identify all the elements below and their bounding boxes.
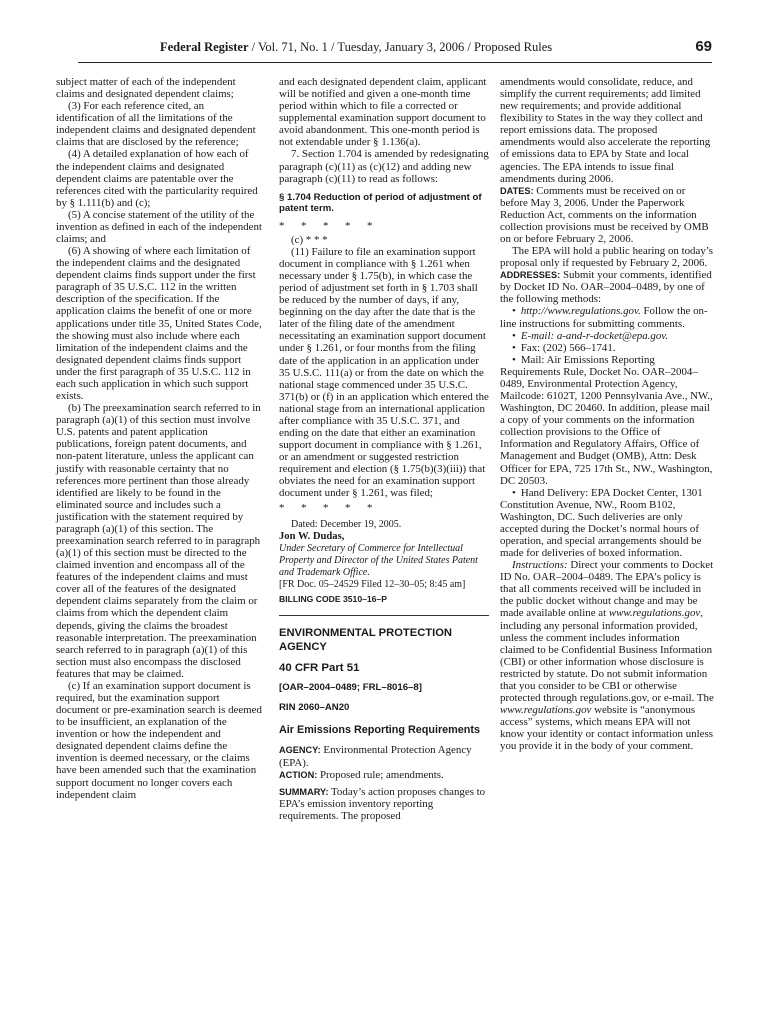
running-header [78, 38, 712, 60]
amendment-instruction: 7. Section 1.704 is amended by redesignating paragraph (c)(11) as (c)(12) and adding new paragraph (c)(11) to read as follows: [279, 148, 489, 185]
regulations-link[interactable]: www.regulations.gov [608, 607, 701, 620]
paragraph: subject matter of each of the independent claims and designated dependent claims; [56, 76, 236, 101]
paragraph: (4) A detailed explanation of how each of the independent claims and designated dependent claims are patentable over the references cited with the particularity required by § 1.111(b) and (c); [56, 148, 258, 209]
issue-info: / Vol. 71, No. 1 / Tuesday, January 3, 2006 / Proposed Rules [248, 40, 553, 54]
header-rule [78, 62, 712, 63]
omission-stars: * * * * * [279, 501, 373, 514]
method-bullet: • E-mail: a-and-r-docket@epa.gov. [500, 330, 714, 342]
paragraph: (b) The preexamination search referred to in paragraph (a)(1) of this section must involve U.S. patents and patent application publications, foreign patent documents, and non-patent literature, unless the applicant can justify with reasonable certainty that no references more pertinent than those already identified are likely to be found in the eliminated source and includes such a justification with the statement required by paragraph (a)(1) of this section. The preexamination search referred to in paragraph (a)(1) of this section must be directed to the claimed invention and encompass all of the features of the independent claims and must cover all of the features of the designated dependent claims separately from the claim or claims from which the dependent claim depends, giving the claims the broadest reasonable interpretation. The preexamination search referred to in paragraph (a)(1) of this section must also encompass the disclosed features that may be claimed. [56, 402, 261, 680]
paragraph: (5) A concise statement of the utility of the invention as defined in each of the independent claims; and [56, 208, 262, 246]
paragraph-11: (11) Failure to file an examination support document in compliance with § 1.261 when necessary under § 1.75(b), in which case the period of adjustment set forth in § 1.703 shall be reduced by the number of days, if any, beginning on the day after the date that is the later of the filing date of the amendment necessitating an examination support document under § 1.261, or four months from the filing date of the application in an application under 35 U.S.C. 111(a) or from the date on which the national stage commenced under 35 U.S.C. 371(b) or (f) in an application which entered the national stage from an international application after compliance with 35 U.S.C. 371, and ending on the date that either an examination support document in compliance with § 1.261, or an amendment or suggested restriction requirement and election (§ 1.75(b)(3)(iii)) that obviates the need for an examination support document under § 1.261, was filed; [279, 245, 489, 500]
agency-line: AGENCY: Environmental Protection Agency (EPA). [279, 744, 472, 769]
email-link[interactable]: a-and-r-docket@epa.gov. [554, 329, 669, 342]
rule-title: Air Emissions Reporting Requirements [279, 724, 480, 737]
paragraph: (3) For each reference cited, an identification of all the limitations of the independent claims and designated dependent claims that are disclosed by the reference; [56, 100, 256, 149]
paragraph: (6) A showing of where each limitation of the independent claims and the designated dependent claims finds support under the first paragraph of 35 U.S.C. 112 in the written description of the specification. If the application claims the benefit of one or more applications under title 35, United States Code, the showing must also include where each limitation of the independent claims and the designated dependent claims finds support under the first paragraph of 35 U.S.C. 112 in each such application in which such support exists. [56, 245, 262, 403]
method-bullet: • Mail: Air Emissions Reporting Requirements Rule, Docket No. OAR–2004–0489, Environmental Protection Agency, Mailcode: 6102T, 1200 Pennsylvania Ave., NW., Washington, DC 20460. In addition, please mail a copy of your comments on the information collection provisions to the Office of Information and Regulatory Affairs, Office of Management and Budget (OMB), Attn: Desk Officer for EPA, 725 17th St., NW., Washington, DC 20503. [500, 354, 714, 487]
omission-stars: * * * * * [279, 219, 373, 232]
paragraph: and each designated dependent claim, applicant will be notified and given a one-month time period within which to file a corrected or supplemental examination support document to avoid abandonment. This one-month period is not extendable under § 1.136(a). [279, 76, 487, 149]
paragraph: (c) If an examination support document is required, but the examination support document or pre-examination search is deemed to be insufficient, an explanation of the invention or how the independent and designated dependent claims define the invention is deemed necessary, or the claims have been amended such that the examination support document no longer covers each independent claim [56, 679, 262, 801]
section-heading: § 1.704 Reduction of period of adjustment of patent term. [279, 191, 482, 214]
column-3 [500, 76, 714, 752]
instructions-paragraph: Instructions: Direct your comments to Docket ID No. OAR–2004–0489. The EPA’s policy is that all comments received will be included in the public docket without change and may be made available online at www.regulations.gov, including any personal information provided, unless the comment includes information claimed to be Confidential Business Information (CBI) or other information whose disclosure is restricted by statute. Do not submit information that you consider to be CBI or otherwise protected through regulations.gov, or e-mail. The www.regulations.gov website is “anonymous access” systems, which means EPA will not know your identity or contact information unless you provide it in the body of your comment. [500, 559, 714, 753]
cfr-part: 40 CFR Part 51 [279, 662, 360, 675]
billing-code: BILLING CODE 3510–16–P [279, 594, 387, 605]
paragraph: amendments would consolidate, reduce, and simplify the current requirements; add limited new requirements; and provide additional flexibility to States in the way they collect and report emissions data. The proposed amendments would also accelerate the reporting of emissions data to EPA by State and local agencies. The EPA intends to issue final amendments during 2006. [500, 76, 711, 185]
column-1 [56, 76, 264, 801]
fr-doc-line: [FR Doc. 05–24529 Filed 12–30–05; 8:45 am] [279, 578, 466, 590]
rin-number: RIN 2060–AN20 [279, 702, 350, 714]
paragraph-c: (c) * * * [291, 233, 328, 246]
addresses-paragraph: ADDRESSES: Submit your comments, identified by Docket ID No. OAR–2004–0489, by one of the following methods: [500, 269, 712, 306]
header-title [160, 40, 552, 55]
hearing-paragraph: The EPA will hold a public hearing on today’s proposal only if requested by February 2, 2006. [500, 245, 714, 270]
column-2 [279, 76, 489, 822]
method-bullet: • Hand Delivery: EPA Docket Center, 1301 Constitution Avenue, NW., Room B102, Washington, DC. Such deliveries are only accepted during the Docket’s normal hours of operation, and special arrangements should be made for deliveries of boxed information. [500, 487, 714, 559]
summary-paragraph: SUMMARY: Today’s action proposes changes to EPA’s emission inventory reporting requirements. The proposed [279, 785, 486, 822]
method-bullet: • http://www.regulations.gov. Follow the on-line instructions for submitting comments. [500, 305, 714, 329]
page-number: 69 [695, 38, 712, 55]
regulations-link[interactable]: www.regulations.gov [500, 704, 592, 717]
regulations-link[interactable]: http://www.regulations.gov. [520, 305, 641, 318]
dated-line: Dated: December 19, 2005. [291, 518, 402, 530]
section-divider [279, 615, 489, 616]
agency-heading: ENVIRONMENTAL PROTECTION AGENCY [279, 627, 452, 654]
method-bullet: • Fax: (202) 566–1741. [500, 342, 714, 354]
docket-number: [OAR–2004–0489; FRL–8016–8] [279, 682, 422, 694]
publication-name: Federal Register [160, 40, 249, 54]
signer-title: Under Secretary of Commerce for Intellectual Property and Director of the United States Patent and Trademark Office. [279, 542, 478, 578]
dates-paragraph: DATES: Comments must be received on or before May 3, 2006. Under the Paperwork Reduction Act, comments on the information collection provisions must be received by OMB on or before February 2, 2006. [500, 184, 709, 246]
action-line: ACTION: Proposed rule; amendments. [279, 768, 444, 781]
signer-name: Jon W. Dudas, [279, 530, 345, 542]
